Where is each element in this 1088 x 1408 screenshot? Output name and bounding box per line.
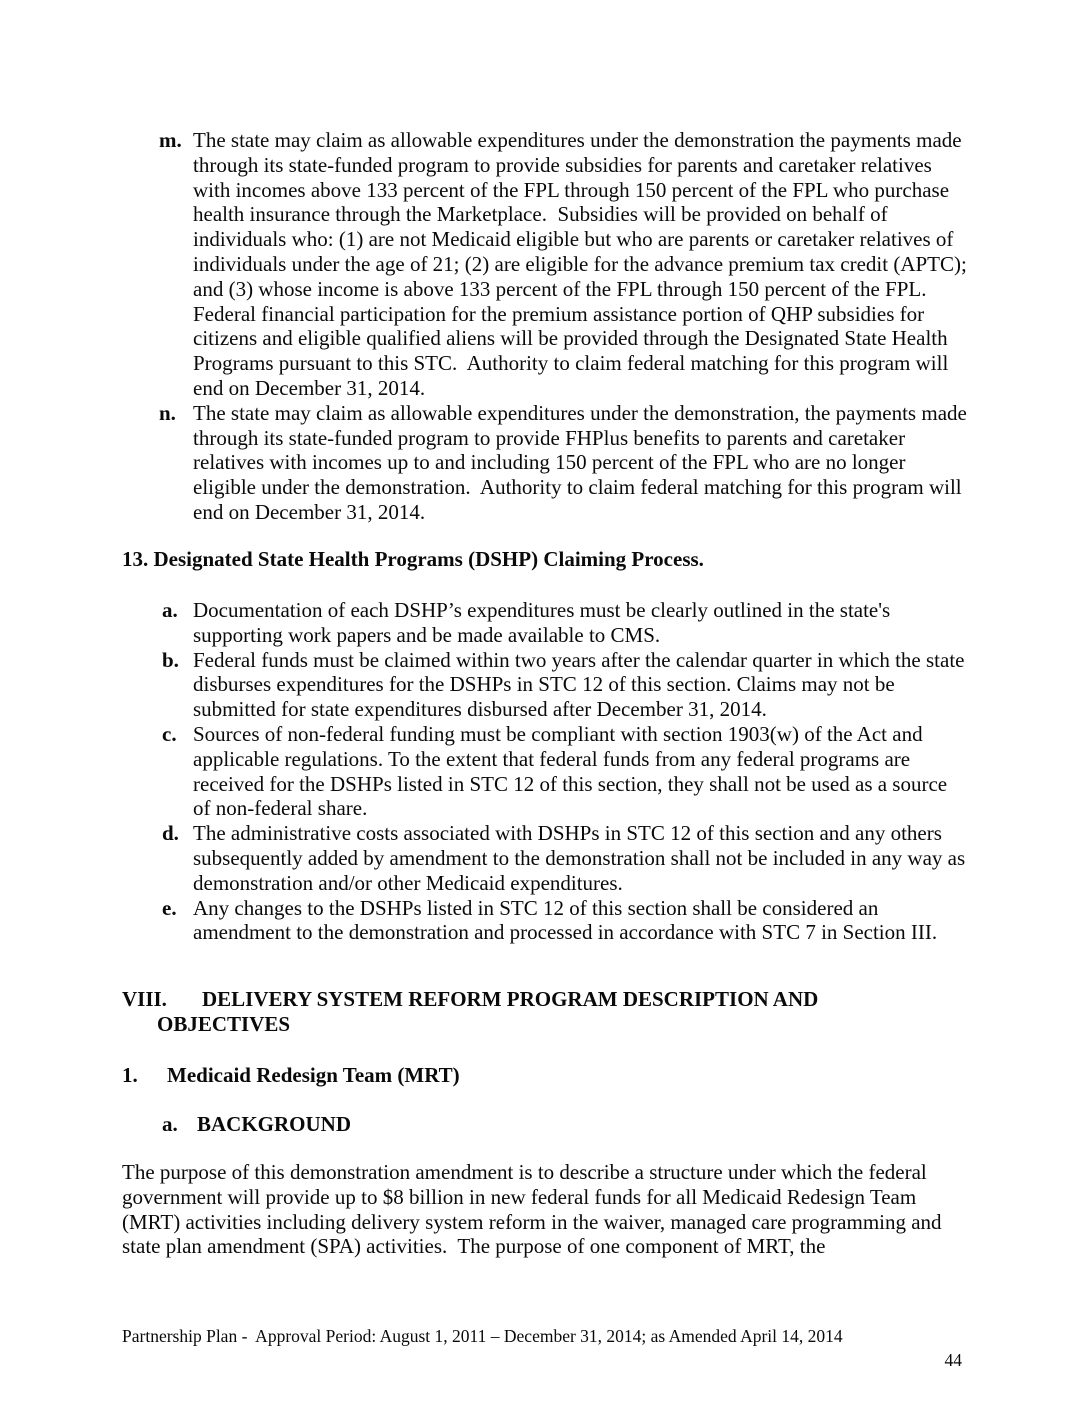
section-viii-line1 (122, 987, 967, 1012)
list-marker: e. (162, 895, 177, 920)
list-item (122, 896, 967, 946)
section-viii-numeral: VIII. (122, 987, 167, 1011)
body-paragraph: The purpose of this demonstration amendment is to describe a structure under which the federal government will provide up to $8 billion in new federal funds for all Medicaid Redesign Team (MRT) activities including delivery system reform in the waiver, managed care programming and state plan amendment (SPA) activities. The purpose of one component of MRT, the (122, 1160, 947, 1259)
list-item-text: Federal funds must be claimed within two years after the calendar quarter in which the state disburses expenditures for the DSHPs in STC 12 of this section. Claims may not be submitted for state expenditures disbursed after December 31, 2014. (193, 647, 970, 722)
list-item (122, 598, 967, 648)
section-viii-line2: OBJECTIVES (157, 1011, 291, 1036)
subsection-1-heading (122, 1063, 967, 1088)
list-item-text: The state may claim as allowable expenditures under the demonstration, the payments made through its state-funded program to provide FHPlus benefits to parents and caretaker relatives with incomes up to and including 150 percent of the FPL who are no longer eligible under the demonstration. Authority to claim federal matching for this program will end on December 31, 2014. (193, 400, 973, 524)
list-item-text: Any changes to the DSHPs listed in STC 12 of this section shall be considered an amendment to the demonstration and processed in accordance with STC 7 in Section III. (193, 895, 938, 945)
page-number: 44 (944, 1350, 962, 1370)
list-marker: b. (162, 647, 179, 672)
section-13-heading: 13. Designated State Health Programs (DSHP) Claiming Process. (122, 547, 704, 571)
section-viii-heading (122, 987, 967, 1037)
list-marker: m. (159, 128, 182, 152)
list-item (122, 821, 971, 895)
subsection-a-heading (122, 1112, 967, 1137)
list-item-text: The administrative costs associated with DSHPs in STC 12 of this section and any others subsequently added by amendment to the demonstration shall not be included in any way as demonstration and/or other Medicaid expenditures. (193, 821, 971, 895)
list-mn (122, 128, 973, 525)
list-marker: n. (159, 400, 176, 425)
list-item-text: Documentation of each DSHP’s expenditures must be clearly outlined in the state's supporting work papers and be made available to CMS. (193, 598, 896, 647)
subsection-1-title: Medicaid Redesign Team (MRT) (167, 1063, 460, 1087)
section-viii-title: DELIVERY SYSTEM REFORM PROGRAM DESCRIPTION AND (202, 987, 819, 1011)
list-item-text: Sources of non-federal funding must be compliant with section 1903(w) of the Act and applicable regulations. To the extent that federal funds from any federal programs are received for the DSHPs listed in STC 12 of this section, they shall not be used as a source of non-federal share. (193, 721, 953, 821)
list-item-text: The state may claim as allowable expenditures under the demonstration the payments made through its state-funded program to provide subsidies for parents and caretaker relatives with incomes above 133 percent of the FPL through 150 percent of the FPL who purchase health insurance through the Marketplace. Subsidies will be provided on behalf of individuals who: (1) are not Medicaid eligible but who are parents or caretaker relatives of individuals under the age of 21; (2) are eligible for the advance premium tax credit (APTC); and (3) whose income is above 133 percent of the FPL through 150 percent of the FPL. Federal financial participation for the premium assistance portion of QHP subsidies for citizens and eligible qualified aliens will be provided through the Designated State Health Programs pursuant to this STC. Authority to claim federal matching for this program will end on December 31, 2014. (193, 128, 973, 400)
list-marker: a. (162, 598, 178, 622)
list-item (122, 647, 970, 722)
subsection-a-title: BACKGROUND (197, 1112, 352, 1136)
list-marker: d. (162, 821, 179, 846)
subsection-1-marker: 1. (122, 1063, 138, 1087)
list-item (122, 400, 973, 525)
list-item (122, 128, 973, 401)
list-marker: c. (162, 721, 177, 746)
page-footer: Partnership Plan - Approval Period: August 1, 2011 – December 31, 2014; as Amended April 14, 2014 (122, 1326, 843, 1346)
list-item (122, 722, 967, 821)
list-abcde (122, 598, 971, 945)
subsection-a-marker: a. (162, 1112, 178, 1136)
